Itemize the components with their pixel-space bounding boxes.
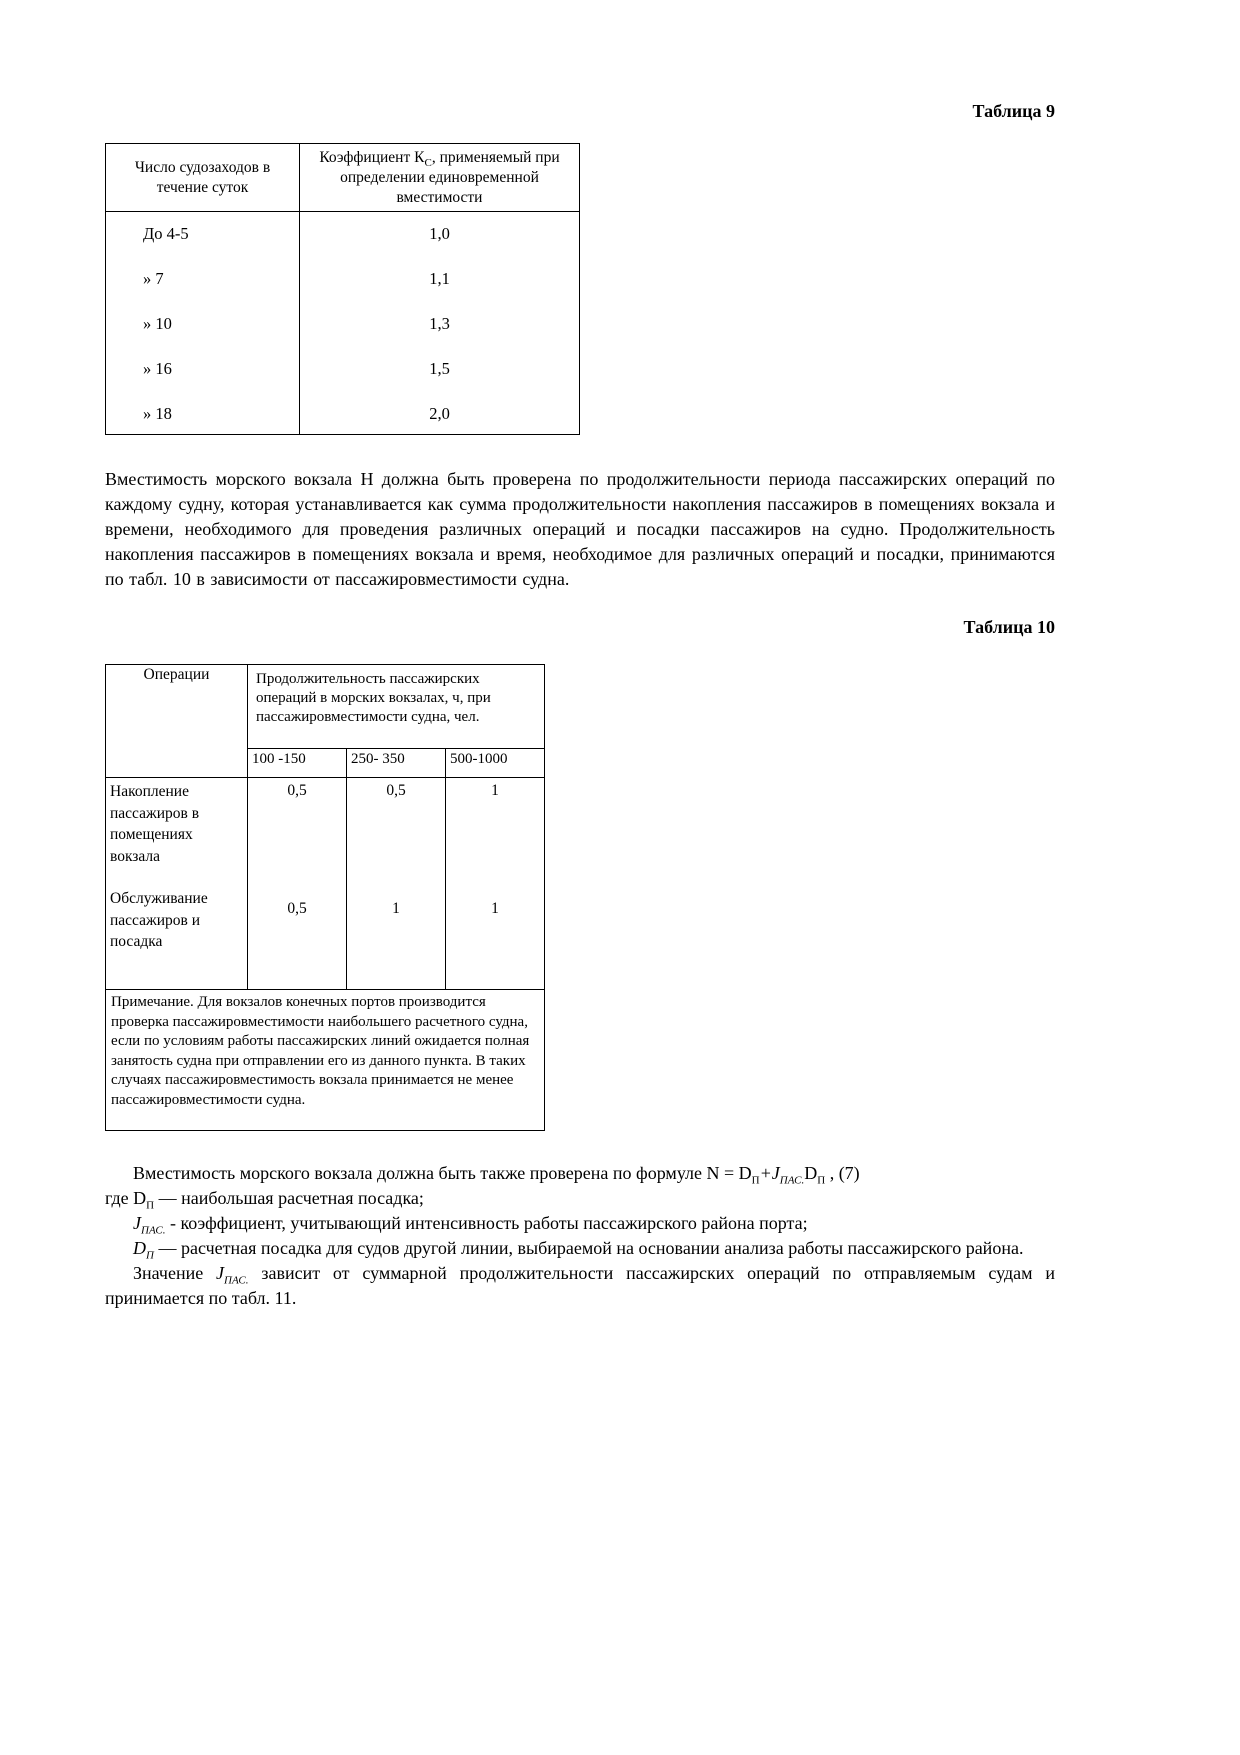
closing-text: зависит от суммарной продолжительности пассажирских операций по отправляемым судам и принимается по табл. 11.	[105, 1263, 1056, 1308]
subscript: П	[146, 1199, 155, 1212]
table9-header-row	[106, 144, 580, 212]
subscript: ПАС.	[141, 1224, 166, 1237]
definition-jpas	[105, 1211, 1055, 1236]
formula-paragraph	[105, 1161, 1055, 1186]
formula-section	[105, 1161, 1055, 1311]
table9-coef-column	[300, 212, 580, 435]
symbol-j: J	[133, 1213, 141, 1233]
symbol-d: D	[133, 1238, 146, 1258]
table-cell-value: 1	[347, 885, 446, 990]
table9-body-row	[106, 212, 580, 435]
table-cell-value: 1,0	[429, 224, 450, 243]
document-page	[105, 0, 1055, 1311]
table-cell-operation: Накопление пассажиров в помещениях вокзала	[106, 778, 248, 886]
table10-caption: Таблица 10	[963, 617, 1055, 637]
table-cell-value: » 16	[143, 359, 172, 378]
table-cell-value: До 4-5	[143, 224, 189, 243]
table10-header-row-1	[106, 665, 545, 749]
body-paragraph: Вместимость морского вокзала Н должна быть проверена по продолжительности периода пассажирских операций по каждому судну, которая устанавливается как сумма продолжительности накопления пассажиров в помещениях вокзала и времени, необходимого для проведения различных операций и посадки пассажиров на судно. Продолжительность накопления пассажиров в помещениях вокзала и время, необходимое для различных операций и посадки, принимаются по табл. 10 в зависимости от пассажировместимости судна.	[105, 469, 1055, 589]
table-cell-value: » 18	[143, 404, 172, 423]
table10-note: Примечание. Для вокзалов конечных портов производится проверка пассажировместимости наибольшего расчетного судна, если по условиям работы пассажирских линий ожидается полная занятость судна при отправлении его из данного пункта. В таких случаях пассажировместимость вокзала принимается не менее пассажировместимости судна.	[106, 990, 545, 1131]
table10-row-service	[106, 885, 545, 990]
table9-header-calls: Число судозаходов в течение суток	[106, 144, 300, 212]
formula-number: , (7)	[825, 1163, 860, 1183]
table-cell-value: 1	[446, 778, 545, 886]
table9-header-coef	[300, 144, 580, 212]
table9-caption: Таблица 9	[972, 101, 1055, 121]
table-cell-value: 1,5	[429, 359, 450, 378]
table10-header-capacity-2: 250- 350	[347, 749, 446, 778]
table10-row-accumulation	[106, 778, 545, 886]
subscript: П	[146, 1249, 154, 1262]
subscript: П	[817, 1174, 826, 1187]
subscript: ПАС.	[224, 1274, 249, 1287]
table10	[105, 664, 545, 1131]
definition-dp2	[105, 1236, 1055, 1261]
table-cell-value: 0,5	[248, 778, 347, 886]
table-cell-operation: Обслуживание пассажиров и посадка	[106, 885, 248, 990]
table-cell-value: 1,1	[429, 269, 450, 288]
table10-header-capacity-3: 500-1000	[446, 749, 545, 778]
table-cell-value: 1,3	[429, 314, 450, 333]
table-cell-value: » 10	[143, 314, 172, 333]
definition-dp	[105, 1186, 1055, 1211]
subscript: С	[424, 156, 432, 169]
table10-header-capacity-1: 100 -150	[248, 749, 347, 778]
closing-paragraph	[105, 1261, 1055, 1311]
table-cell-value: » 7	[143, 269, 164, 288]
definition-text: где D	[105, 1188, 147, 1208]
table9-calls-column	[106, 212, 300, 435]
table9-header-coef-text: Коэффициент К	[319, 148, 425, 166]
table-cell-value: 2,0	[429, 404, 450, 423]
definition-text: — расчетная посадка для судов другой линии, выбираемой на основании анализа работы пассажирского района.	[153, 1238, 1024, 1258]
subscript: ПАС.	[779, 1174, 805, 1187]
table9-header-coef-text2: , применяемый при определении единовременной вместимости	[340, 148, 560, 206]
table10-note-row	[106, 990, 545, 1131]
subscript: П	[751, 1174, 760, 1187]
definition-text: — наибольшая расчетная посадка;	[154, 1188, 424, 1208]
formula-text: Вместимость морского вокзала должна быть также проверена по формуле N = D	[133, 1163, 752, 1183]
table-cell-value: 1	[446, 885, 545, 990]
closing-text: Значение	[133, 1263, 217, 1283]
table-cell-value: 0,5	[248, 885, 347, 990]
definition-text: - коэффициент, учитывающий интенсивность работы пассажирского района порта;	[165, 1213, 808, 1233]
formula-term-d: D	[804, 1163, 818, 1183]
table-cell-value: 0,5	[347, 778, 446, 886]
symbol-j: J	[216, 1263, 225, 1283]
table10-header-operations: Операции	[106, 665, 248, 778]
formula-term-j: +J	[759, 1163, 780, 1183]
table9	[105, 143, 580, 435]
table10-header-span: Продолжительность пассажирских операций в морских вокзалах, ч, при пассажировместимости судна, чел.	[248, 665, 545, 749]
